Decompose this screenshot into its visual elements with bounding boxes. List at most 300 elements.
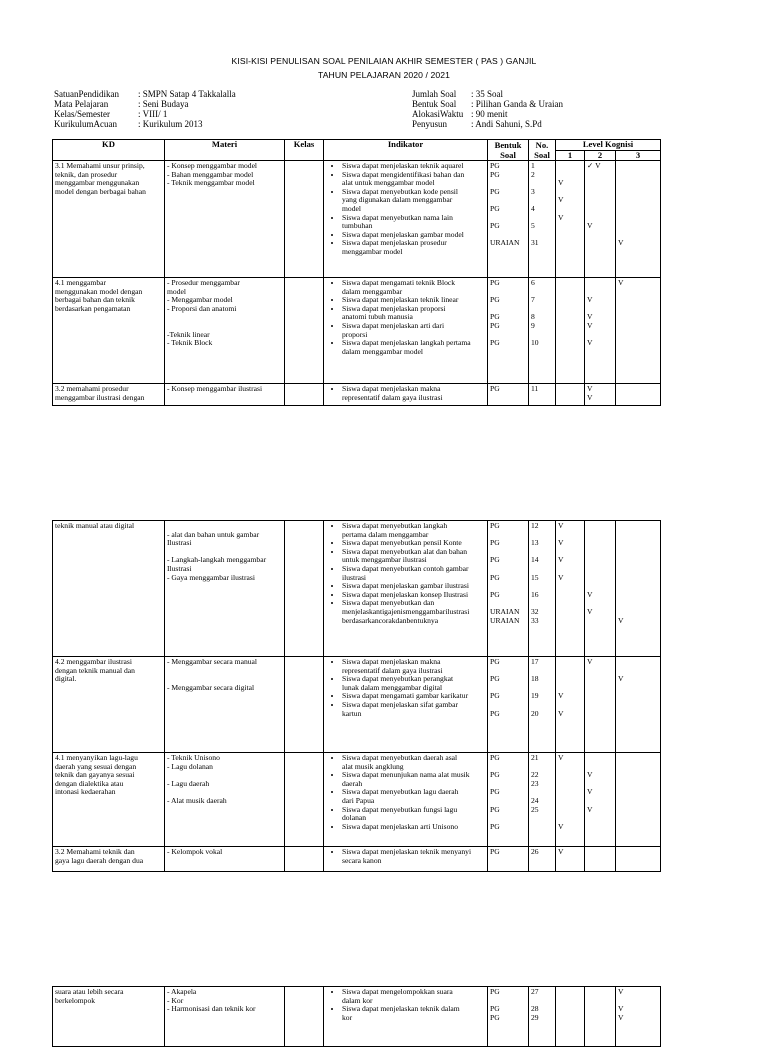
indikator-line: • Siswa dapat menyebutkan daerah asal xyxy=(342,753,458,762)
materi-cell xyxy=(165,384,285,406)
indikator-line: • Siswa dapat menyebutkan nama lain xyxy=(342,212,453,222)
indikator-list xyxy=(326,279,485,356)
kisi-kisi-table-page-3 xyxy=(52,986,661,1047)
kd-line: digital. xyxy=(55,674,77,684)
no-soal-cell xyxy=(529,753,556,847)
materi-line: Ilustrasi xyxy=(167,563,192,573)
level-mark: V xyxy=(558,178,564,188)
level-mark xyxy=(587,754,613,763)
level-mark xyxy=(587,710,613,719)
no-soal-value: 8 xyxy=(531,312,535,322)
level-mark: V xyxy=(558,555,564,565)
level-mark xyxy=(558,305,582,314)
level-mark xyxy=(587,556,613,565)
level-mark xyxy=(618,196,658,205)
kd-line: berkelompok xyxy=(55,995,96,1005)
bentuk-soal-value: PG xyxy=(490,787,500,797)
kd-cell xyxy=(53,521,165,657)
materi-cell xyxy=(165,847,285,872)
bentuk-soal-cell xyxy=(488,657,529,753)
level-mark xyxy=(587,548,613,557)
kd-line: intonasi kedaerahan xyxy=(55,787,116,797)
level-mark: V xyxy=(587,606,593,616)
no-soal-value: 4 xyxy=(531,203,535,213)
indikator-list xyxy=(326,162,485,257)
indikator-line: • Siswa dapat menjelaskan gambar model xyxy=(342,229,464,239)
level-mark xyxy=(618,788,658,797)
info-row xyxy=(412,89,563,99)
level-mark xyxy=(558,279,582,288)
table-row xyxy=(53,847,661,872)
table-row xyxy=(53,278,661,384)
indikator-item xyxy=(342,339,485,356)
indikator-item xyxy=(342,171,485,188)
indikator-line: • Siswa dapat menjelaskan langkah pertama xyxy=(342,338,471,348)
no-soal-value: 18 xyxy=(531,674,539,684)
indikator-list xyxy=(326,658,485,718)
indikator-item xyxy=(342,701,485,718)
info-value: : 35 Soal xyxy=(471,89,504,99)
indikator-line: lunak dalam menggambar digital xyxy=(342,682,443,692)
no-soal-value: 12 xyxy=(531,521,539,530)
info-value: : Andi Sahuni, S.Pd xyxy=(471,119,542,129)
bentuk-soal-value: PG xyxy=(490,538,500,548)
indikator-line: anatomi tubuh manusia xyxy=(342,312,413,322)
level-mark xyxy=(587,205,613,214)
indikator-item xyxy=(342,1005,485,1022)
info-key: KurikulumAcuan xyxy=(54,119,117,129)
kd-line: dengan dialektika atau xyxy=(55,778,124,788)
level-mark xyxy=(618,188,658,197)
header-no-line2: Soal xyxy=(534,150,550,160)
level-1-cell xyxy=(556,657,585,753)
indikator-line: • Siswa dapat mengamati teknik Block xyxy=(342,278,456,287)
level-mark xyxy=(618,771,658,780)
no-soal-value: 23 xyxy=(531,778,539,788)
indikator-item xyxy=(342,279,485,296)
level-mark xyxy=(618,582,658,591)
header-level-1: 1 xyxy=(556,151,585,161)
level-mark xyxy=(618,797,658,806)
bentuk-soal-value: PG xyxy=(490,691,500,701)
materi-line: - Gaya menggambar ilustrasi xyxy=(167,572,255,582)
level-mark xyxy=(618,214,658,223)
kd-line: berbagai bahan dan teknik xyxy=(55,295,135,305)
kd-cell xyxy=(53,278,165,384)
indikator-list xyxy=(326,848,485,865)
level-mark xyxy=(587,522,613,531)
level-mark xyxy=(618,710,658,719)
indikator-item xyxy=(342,675,485,692)
indikator-line: • Siswa dapat menyebutkan alat dan bahan xyxy=(342,546,468,556)
level-1-cell xyxy=(556,521,585,657)
info-right xyxy=(412,89,563,129)
no-soal-value: 33 xyxy=(531,615,539,625)
indikator-line: pertama dalam menggambar xyxy=(342,529,429,539)
level-mark xyxy=(558,1014,582,1023)
indikator-line: • Siswa dapat menjelaskan teknik dalam xyxy=(342,1004,460,1014)
header-bentuk-soal xyxy=(488,140,529,161)
indikator-line: dalam kor xyxy=(342,995,373,1005)
bentuk-soal-value: PG xyxy=(490,804,500,814)
indikator-line: dalam menggambar model xyxy=(342,346,423,356)
level-mark xyxy=(618,565,658,574)
level-mark xyxy=(558,788,582,797)
no-soal-value xyxy=(531,823,553,832)
level-3-cell xyxy=(616,987,661,1047)
header-materi: Materi xyxy=(165,140,285,161)
level-mark xyxy=(558,806,582,815)
level-2-cell xyxy=(585,847,616,872)
info-value: : SMPN Satap 4 Takkalalla xyxy=(138,89,236,99)
indikator-item xyxy=(342,806,485,823)
indikator-line: tumbuhan xyxy=(342,221,373,231)
materi-line: - Teknik menggambar model xyxy=(167,178,255,188)
bentuk-soal-cell xyxy=(488,847,529,872)
level-mark xyxy=(558,667,582,676)
level-mark xyxy=(618,754,658,763)
level-mark xyxy=(618,162,658,171)
level-1-cell xyxy=(556,384,585,406)
no-soal-value: 31 xyxy=(531,238,539,248)
bentuk-soal-value: PG xyxy=(490,1012,500,1022)
level-mark xyxy=(558,288,582,297)
materi-line: -Teknik linear xyxy=(167,329,210,339)
level-mark xyxy=(618,780,658,789)
materi-line: - Kor xyxy=(167,995,184,1005)
level-mark xyxy=(558,658,582,667)
bentuk-soal-value: PG xyxy=(490,521,500,530)
indikator-item xyxy=(342,658,485,675)
no-soal-value: 29 xyxy=(531,1012,539,1022)
level-mark xyxy=(558,313,582,322)
indikator-cell xyxy=(324,384,488,406)
materi-line: - Prosedur menggambar xyxy=(167,278,240,287)
level-mark: V xyxy=(587,804,593,814)
materi-line: model xyxy=(167,286,186,296)
bentuk-soal-value: PG xyxy=(490,657,500,666)
level-mark xyxy=(558,763,582,772)
level-mark xyxy=(558,988,582,997)
level-mark xyxy=(618,806,658,815)
indikator-item xyxy=(342,322,485,339)
bentuk-soal-value: PG xyxy=(490,312,500,322)
kelas-cell xyxy=(285,521,324,657)
level-mark xyxy=(618,305,658,314)
indikator-cell xyxy=(324,521,488,657)
kelas-cell xyxy=(285,384,324,406)
bentuk-soal-value: PG xyxy=(490,589,500,599)
indikator-list xyxy=(326,385,485,402)
materi-line: - Proporsi dan anatomi xyxy=(167,303,237,313)
indikator-line: daerah xyxy=(342,778,363,788)
header-bentuk-line2: Soal xyxy=(500,150,516,160)
level-mark xyxy=(587,1005,613,1014)
no-soal-value: 20 xyxy=(531,708,539,718)
level-3-cell xyxy=(616,521,661,657)
level-2-cell xyxy=(585,384,616,406)
kelas-cell xyxy=(285,278,324,384)
no-soal-value: 25 xyxy=(531,804,539,814)
materi-line: - Langkah-langkah menggambar xyxy=(167,555,267,565)
indikator-cell xyxy=(324,161,488,278)
indikator-cell xyxy=(324,278,488,384)
indikator-item xyxy=(342,305,485,322)
materi-line: - Harmonisasi dan teknik kor xyxy=(167,1004,256,1014)
indikator-list xyxy=(326,522,485,625)
level-mark: V xyxy=(587,221,593,231)
indikator-line: • Siswa dapat menjelaskan gambar ilustrasi xyxy=(342,581,469,591)
no-soal-value: 24 xyxy=(531,795,539,805)
level-mark xyxy=(558,780,582,789)
bentuk-soal-value: PG xyxy=(490,987,500,996)
no-soal-value: 13 xyxy=(531,538,539,548)
level-mark xyxy=(558,162,582,171)
level-mark xyxy=(618,539,658,548)
no-soal-value: 2 xyxy=(531,169,535,179)
indikator-line: dari Papua xyxy=(342,795,375,805)
info-key: Kelas/Semester xyxy=(54,109,110,119)
materi-line xyxy=(167,667,282,676)
level-mark xyxy=(587,988,613,997)
level-mark xyxy=(618,322,658,331)
level-mark: V xyxy=(587,312,593,322)
level-1-cell xyxy=(556,278,585,384)
info-row xyxy=(54,119,236,129)
level-mark xyxy=(558,591,582,600)
indikator-line: • Siswa dapat menjelaskan makna xyxy=(342,657,441,666)
info-value: : 90 menit xyxy=(471,109,508,119)
no-soal-value: 16 xyxy=(531,589,539,599)
bentuk-soal-value: URAIAN xyxy=(490,238,520,248)
level-mark xyxy=(618,658,658,667)
level-2-cell xyxy=(585,521,616,657)
level-mark xyxy=(587,823,613,832)
info-row xyxy=(54,99,236,109)
level-2-cell xyxy=(585,657,616,753)
level-mark xyxy=(618,331,658,340)
kd-line: 4.1 menggambar xyxy=(55,278,107,287)
indikator-item xyxy=(342,548,485,565)
indikator-item xyxy=(342,771,485,788)
no-soal-value: 10 xyxy=(531,338,539,348)
no-soal-value: 22 xyxy=(531,770,539,780)
bentuk-soal-value: PG xyxy=(490,753,500,762)
indikator-line: kor xyxy=(342,1012,353,1022)
info-key: Bentuk Soal xyxy=(412,99,457,109)
no-soal-value: 26 xyxy=(531,847,539,856)
indikator-cell xyxy=(324,847,488,872)
bentuk-soal-value: PG xyxy=(490,338,500,348)
kd-cell xyxy=(53,753,165,847)
level-mark xyxy=(587,692,613,701)
kisi-kisi-table-page-1 xyxy=(52,139,661,406)
level-mark: V xyxy=(618,278,624,287)
level-mark xyxy=(587,196,613,205)
no-soal-value: 7 xyxy=(531,295,535,305)
level-3-cell xyxy=(616,384,661,406)
materi-line: - Lagu dolanan xyxy=(167,761,213,771)
indikator-item xyxy=(342,188,485,214)
level-1-cell xyxy=(556,987,585,1047)
kd-line: teknik, dan prosedur xyxy=(55,169,118,179)
bentuk-soal-value: PG xyxy=(490,186,500,196)
bentuk-soal-value: PG xyxy=(490,295,500,305)
no-soal-value: 3 xyxy=(531,186,535,196)
indikator-line: • Siswa dapat menjelaskan sifat gambar xyxy=(342,699,458,709)
bentuk-soal-value: PG xyxy=(490,221,500,231)
bentuk-soal-value: PG xyxy=(490,555,500,565)
no-soal-value: 17 xyxy=(531,657,539,666)
level-mark xyxy=(618,701,658,710)
no-soal-value: 28 xyxy=(531,1004,539,1014)
level-mark xyxy=(587,179,613,188)
level-mark xyxy=(558,617,582,626)
header-bentuk-line1: Bentuk xyxy=(494,140,522,150)
info-value: : Seni Budaya xyxy=(138,99,189,109)
kelas-cell xyxy=(285,753,324,847)
bentuk-soal-value: PG xyxy=(490,203,500,213)
no-soal-cell xyxy=(529,987,556,1047)
materi-cell xyxy=(165,753,285,847)
kd-line: daerah yang sesuai dengan xyxy=(55,761,137,771)
level-mark xyxy=(587,188,613,197)
indikator-line: • Siswa dapat menjelaskan konsep Ilustrasi xyxy=(342,589,469,599)
header-kelas: Kelas xyxy=(285,140,324,161)
level-mark: V xyxy=(587,657,593,666)
level-mark xyxy=(618,814,658,823)
bentuk-soal-value: URAIAN xyxy=(490,606,520,616)
no-soal-value: 21 xyxy=(531,753,539,762)
bentuk-soal-value: PG xyxy=(490,384,500,393)
level-mark xyxy=(587,675,613,684)
bentuk-soal-cell xyxy=(488,987,529,1047)
level-mark xyxy=(558,239,582,248)
info-value: : Pilihan Ganda & Uraian xyxy=(471,99,563,109)
level-mark xyxy=(618,313,658,322)
indikator-line: alat untuk menggambar model xyxy=(342,178,435,188)
level-3-cell xyxy=(616,161,661,278)
bentuk-soal-cell xyxy=(488,521,529,657)
no-soal-cell xyxy=(529,278,556,384)
indikator-line: • Siswa dapat menyebutkan pensil Konte xyxy=(342,538,462,548)
indikator-line: • Siswa dapat mengamati gambar karikatur xyxy=(342,691,469,701)
table-row xyxy=(53,753,661,847)
level-mark xyxy=(618,288,658,297)
no-soal-value: 11 xyxy=(531,384,539,393)
kd-line: 4.2 menggambar ilustrasi xyxy=(55,657,132,666)
indikator-line: secara kanon xyxy=(342,855,382,865)
level-mark: V xyxy=(587,338,593,348)
level-mark: V xyxy=(558,847,564,856)
table-row xyxy=(53,521,661,657)
kd-line: menggambar ilustrasi dengan xyxy=(55,392,145,402)
level-mark xyxy=(587,565,613,574)
level-mark xyxy=(558,296,582,305)
level-2-cell xyxy=(585,161,616,278)
info-row xyxy=(54,89,236,99)
materi-line: - alat dan bahan untuk gambar xyxy=(167,529,260,539)
bentuk-soal-value: URAIAN xyxy=(490,615,520,625)
indikator-item xyxy=(342,599,485,625)
table-row xyxy=(53,987,661,1047)
indikator-line: ilustrasi xyxy=(342,572,367,582)
level-mark: V xyxy=(587,295,593,305)
level-mark xyxy=(618,823,658,832)
info-value: : VIII/ 1 xyxy=(138,109,168,119)
no-soal-value: 1 xyxy=(531,161,535,170)
indikator-line: model xyxy=(342,203,361,213)
level-mark: V xyxy=(618,238,624,248)
indikator-line: representatif dalam gaya ilustrasi xyxy=(342,392,443,402)
indikator-line: • Siswa dapat menunjukan nama alat musik xyxy=(342,770,470,780)
level-mark: V xyxy=(618,615,624,625)
info-key: Jumlah Soal xyxy=(412,89,457,99)
level-mark xyxy=(618,231,658,240)
bentuk-soal-value: PG xyxy=(490,770,500,780)
level-mark xyxy=(618,531,658,540)
indikator-item xyxy=(342,754,485,771)
level-mark xyxy=(618,667,658,676)
level-mark xyxy=(558,608,582,617)
kelas-cell xyxy=(285,657,324,753)
level-2-cell xyxy=(585,987,616,1047)
level-1-cell xyxy=(556,161,585,278)
level-mark: V xyxy=(558,708,564,718)
indikator-line: dolanan xyxy=(342,813,367,823)
level-mark: V xyxy=(558,538,564,548)
level-mark xyxy=(618,385,658,394)
level-mark xyxy=(618,574,658,583)
kd-line: gaya lagu daerah dengan dua xyxy=(55,855,144,865)
kd-line: 3.1 Memahami unsur prinsip, xyxy=(55,161,145,170)
indikator-line: • Siswa dapat menjelaskan makna xyxy=(342,384,441,393)
level-3-cell xyxy=(616,278,661,384)
materi-line: - Lagu daerah xyxy=(167,778,210,788)
kd-line: teknik manual atau digital xyxy=(55,521,135,530)
kelas-cell xyxy=(285,987,324,1047)
level-mark: V xyxy=(587,320,593,330)
info-key: SatuanPendidikan xyxy=(54,89,119,99)
level-mark xyxy=(587,814,613,823)
level-mark xyxy=(618,171,658,180)
materi-line xyxy=(167,313,282,322)
indikator-list xyxy=(326,754,485,831)
info-left xyxy=(54,89,236,129)
materi-cell xyxy=(165,161,285,278)
indikator-line: alat musik angklung xyxy=(342,761,404,771)
kelas-cell xyxy=(285,161,324,278)
no-soal-value: 27 xyxy=(531,987,539,996)
level-mark xyxy=(618,763,658,772)
level-mark xyxy=(618,608,658,617)
bentuk-soal-value: PG xyxy=(490,674,500,684)
info-key: AlokasiWaktu xyxy=(412,109,464,119)
bentuk-soal-cell xyxy=(488,161,529,278)
materi-line: Ilustrasi xyxy=(167,538,192,548)
kd-line: menggambar menggunakan xyxy=(55,178,140,188)
indikator-item xyxy=(342,522,485,539)
header-kd: KD xyxy=(53,140,165,161)
header-level-3: 3 xyxy=(616,151,661,161)
indikator-line: • Siswa dapat menyebutkan fungsi lagu xyxy=(342,804,458,814)
no-soal-cell xyxy=(529,847,556,872)
level-mark: V xyxy=(558,753,564,762)
level-mark xyxy=(587,279,613,288)
kd-line: 3.2 memahami prosedur xyxy=(55,384,129,393)
no-soal-cell xyxy=(529,521,556,657)
bentuk-soal-cell xyxy=(488,384,529,406)
